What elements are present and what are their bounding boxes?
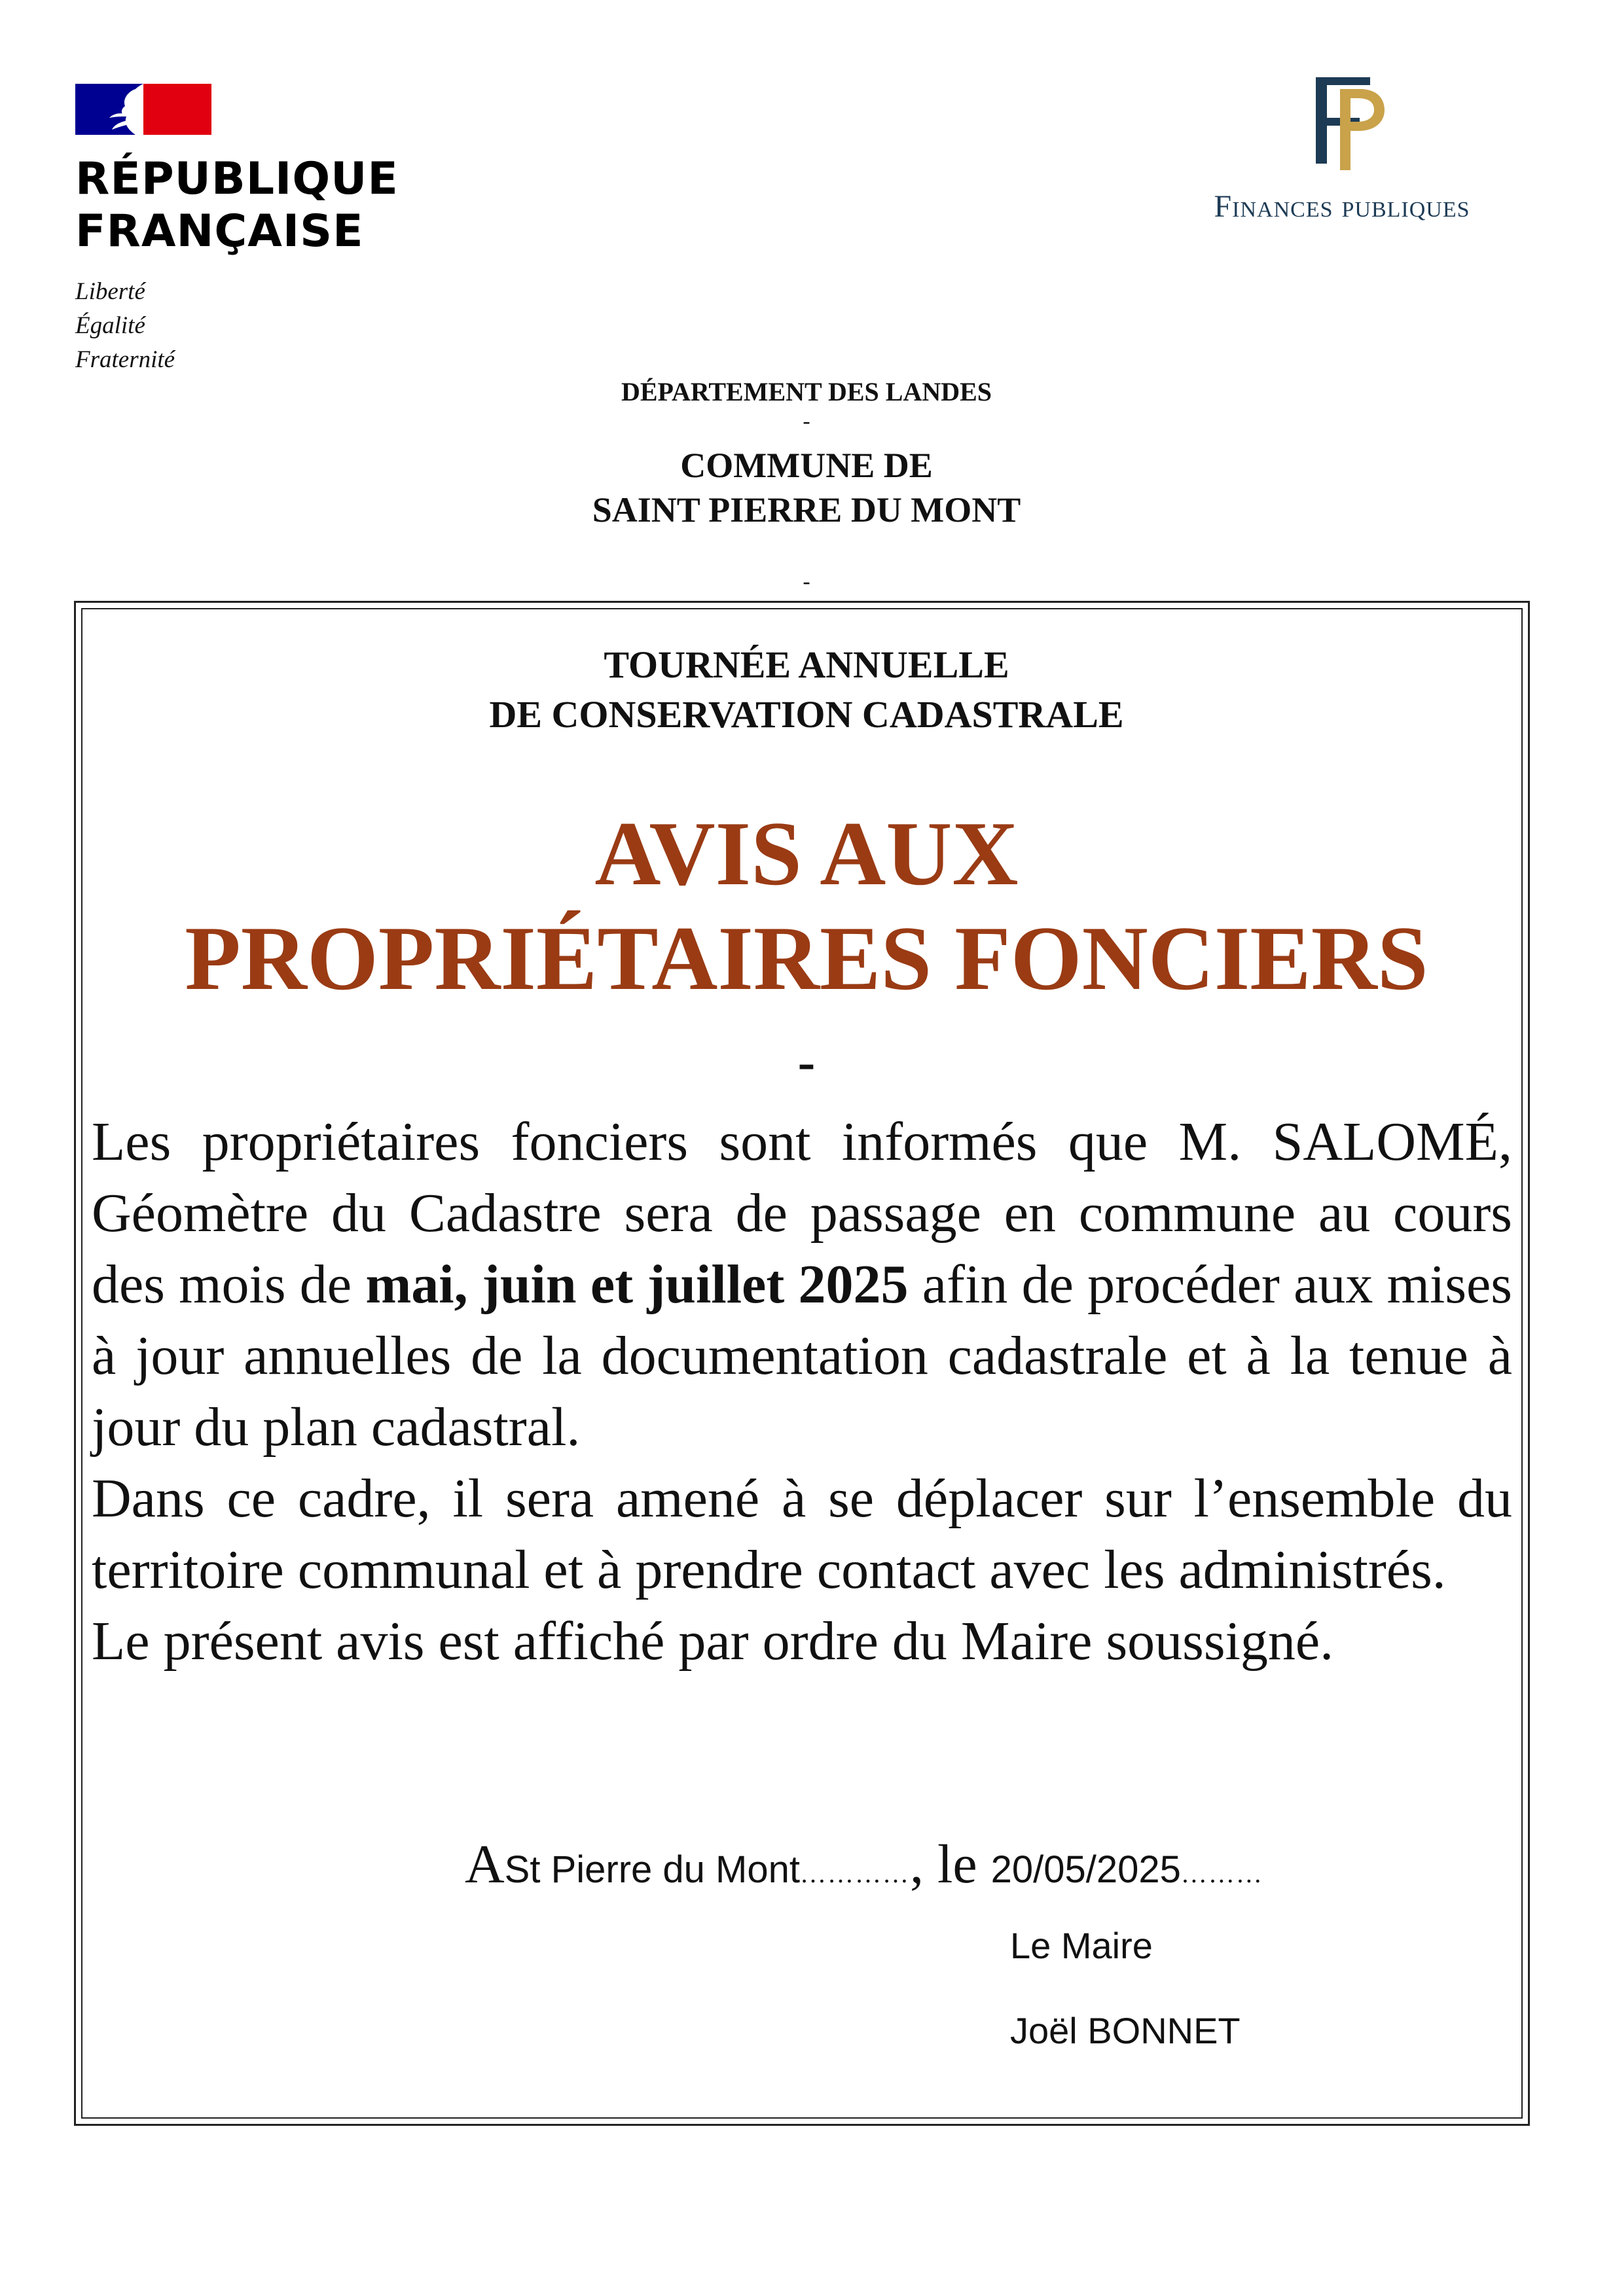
headline-line2: PROPRIÉTAIRES FONCIERS xyxy=(185,908,1428,1009)
mayor-title: Le Maire xyxy=(1010,1925,1153,1966)
rf-name-line1: RÉPUBLIQUE xyxy=(75,153,399,205)
finances-publiques-logo xyxy=(1159,65,1525,224)
rf-motto xyxy=(75,275,416,377)
notice-paragraph-2: Dans ce cadre, il sera amené à se déplacer sur l’ensemble du territoire communal et à prendre contact avec les administrés. xyxy=(92,1468,1512,1600)
department-heading: DÉPARTEMENT DES LANDES xyxy=(621,377,992,406)
republique-francaise-name xyxy=(75,153,416,258)
marianne-flag-icon xyxy=(75,84,211,135)
notice-title-line2: DE CONSERVATION CADASTRALE xyxy=(489,693,1124,736)
headline-line1: AVIS AUX xyxy=(594,803,1019,905)
a-label: A xyxy=(465,1834,505,1895)
motto-fraternite: Fraternité xyxy=(75,346,175,373)
commune-label: COMMUNE DE xyxy=(680,446,933,485)
place-date-line xyxy=(465,1833,1263,1896)
le-label: le xyxy=(937,1834,977,1895)
rf-name-line2: FRANÇAISE xyxy=(75,206,364,257)
para1-dates: mai, juin et juillet 2025 xyxy=(365,1254,909,1315)
headline-separator: - xyxy=(797,1033,816,1091)
notice-paragraph-1 xyxy=(92,1106,1512,1463)
header-separator: - xyxy=(803,409,810,433)
notice-title-line1: TOURNÉE ANNUELLE xyxy=(604,643,1009,686)
fp-monogram-icon xyxy=(1286,65,1398,177)
notice-body xyxy=(92,1106,1512,1677)
place-dots: ………… xyxy=(799,1859,910,1888)
para1-end: afin de procéder aux mises à jour annuelles de la documentation cadastrale et à la tenue à jour du plan cadastral. xyxy=(92,1254,1512,1458)
motto-egalite: Égalité xyxy=(75,312,145,339)
republique-francaise-logo xyxy=(75,84,416,377)
commune-name: SAINT PIERRE DU MONT xyxy=(592,490,1021,529)
place-value: St Pierre du Mont xyxy=(504,1848,800,1891)
header-separator-2: - xyxy=(803,569,810,594)
notice-paragraph-3: Le présent avis est affiché par ordre du Maire soussigné. xyxy=(92,1611,1334,1672)
motto-liberte: Liberté xyxy=(75,278,145,305)
date-value: 20/05/2025 xyxy=(990,1848,1181,1891)
comma: , xyxy=(909,1834,924,1895)
para1-start: Les propriétaires fonciers sont informés que M. SALOMÉ, Géomètre du Cadastre sera de passage en commune au cours des mois de xyxy=(92,1111,1512,1315)
fp-logo-text: Finances publiques xyxy=(1214,189,1470,224)
mayor-name: Joël BONNET xyxy=(1010,2010,1241,2051)
date-dots: ……… xyxy=(1180,1859,1263,1888)
